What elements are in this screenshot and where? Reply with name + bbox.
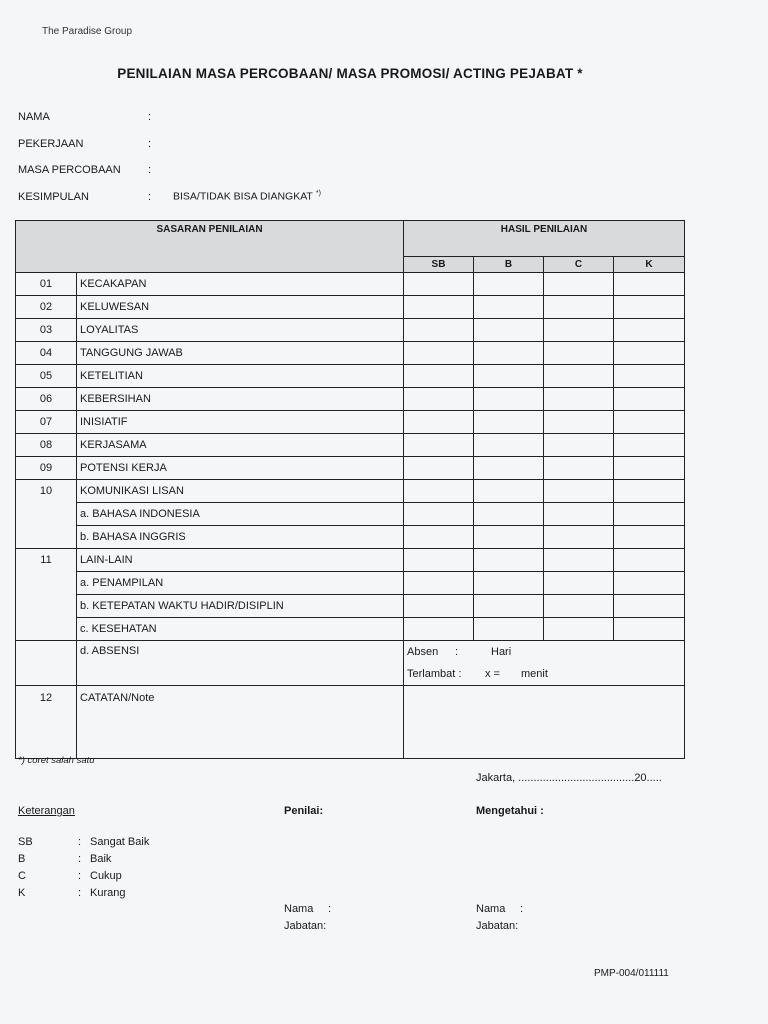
grade-cell-sb[interactable] (404, 503, 474, 526)
grade-cell-c[interactable] (544, 273, 614, 296)
grade-cell-sb[interactable] (404, 434, 474, 457)
mengetahui-signature-block: Nama : Jabatan: (476, 903, 524, 932)
grade-cell-sb[interactable] (404, 572, 474, 595)
grade-cell-k[interactable] (614, 296, 685, 319)
row-number: 09 (16, 457, 77, 480)
grade-cell-c[interactable] (544, 503, 614, 526)
grade-cell-k[interactable] (614, 319, 685, 342)
table-row (16, 572, 685, 595)
grade-cell-c[interactable] (544, 365, 614, 388)
nama-label: Nama (284, 903, 314, 915)
grade-k-header: K (614, 257, 685, 273)
grade-cell-sb[interactable] (404, 411, 474, 434)
criteria-label: POTENSI KERJA (77, 457, 404, 480)
table-row (16, 411, 685, 434)
grade-cell-c[interactable] (544, 342, 614, 365)
absen-unit: Hari (491, 646, 512, 658)
absen-line: Absen : Hari (404, 641, 684, 663)
grade-cell-k[interactable] (614, 365, 685, 388)
grade-cell-b[interactable] (474, 296, 544, 319)
criteria-label: KETELITIAN (77, 365, 404, 388)
criteria-label: LAIN-LAIN (77, 549, 404, 572)
penilai-heading: Penilai: (284, 805, 324, 817)
field-label: MASA PERCOBAAN (18, 164, 121, 176)
grade-cell-sb[interactable] (404, 595, 474, 618)
table-row-absensi (16, 641, 685, 686)
grade-cell-c[interactable] (544, 434, 614, 457)
row-number: 07 (16, 411, 77, 434)
row-number: 11 (16, 549, 77, 572)
row-number (16, 503, 77, 526)
company-name: The Paradise Group (42, 26, 133, 37)
grade-cell-b[interactable] (474, 618, 544, 641)
field-pekerjaan: PEKERJAAN : (18, 138, 152, 150)
absensi-cell[interactable] (404, 641, 685, 686)
grade-cell-sb[interactable] (404, 319, 474, 342)
table-row (16, 480, 685, 503)
criteria-label: KELUWESAN (77, 296, 404, 319)
field-value: BISA/TIDAK BISA DIANGKAT (173, 190, 313, 203)
legend-item: SB : Sangat Baik (18, 836, 150, 848)
row-number: 10 (16, 480, 77, 503)
grade-cell-sb[interactable] (404, 273, 474, 296)
table-row (16, 618, 685, 641)
field-kesimpulan: KESIMPULAN : BISA/TIDAK BISA DIANGKAT *) (18, 190, 321, 203)
grade-cell-b[interactable] (474, 319, 544, 342)
grade-c-header: C (544, 257, 614, 273)
grade-cell-b[interactable] (474, 503, 544, 526)
header-hasil: HASIL PENILAIAN (404, 221, 685, 257)
grade-cell-c[interactable] (544, 480, 614, 503)
criteria-label: b. KETEPATAN WAKTU HADIR/DISIPLIN (77, 595, 404, 618)
row-number: 05 (16, 365, 77, 388)
grade-cell-sb[interactable] (404, 480, 474, 503)
table-row (16, 526, 685, 549)
grade-cell-b[interactable] (474, 526, 544, 549)
grade-cell-b[interactable] (474, 273, 544, 296)
jabatan-label: Jabatan: (284, 920, 327, 932)
row-number (16, 641, 77, 686)
legend-item: C : Cukup (18, 870, 122, 882)
criteria-label: TANGGUNG JAWAB (77, 342, 404, 365)
field-nama: NAMA : (18, 111, 152, 123)
grade-cell-b[interactable] (474, 549, 544, 572)
grade-cell-k[interactable] (614, 572, 685, 595)
grade-sb-header: SB (404, 257, 474, 273)
grade-cell-k[interactable] (614, 526, 685, 549)
grade-cell-sb[interactable] (404, 296, 474, 319)
grade-cell-b[interactable] (474, 457, 544, 480)
grade-cell-b[interactable] (474, 480, 544, 503)
place-date: Jakarta, ......................................20..... (476, 772, 662, 784)
row-number: 01 (16, 273, 77, 296)
grade-cell-sb[interactable] (404, 549, 474, 572)
criteria-label: LOYALITAS (77, 319, 404, 342)
grade-cell-b[interactable] (474, 342, 544, 365)
table-row (16, 273, 685, 296)
header-sasaran: SASARAN PENILAIAN (16, 221, 404, 273)
grade-cell-k[interactable] (614, 503, 685, 526)
grade-cell-sb[interactable] (404, 365, 474, 388)
table-row (16, 296, 685, 319)
grade-cell-c[interactable] (544, 319, 614, 342)
row-number: 12 (16, 686, 77, 759)
mengetahui-heading: Mengetahui : (476, 805, 544, 817)
jabatan-label: Jabatan: (476, 920, 519, 932)
nama-label: Nama (476, 903, 506, 915)
row-number: 03 (16, 319, 77, 342)
criteria-label: KECAKAPAN (77, 273, 404, 296)
keterangan-heading: Keterangan (18, 805, 75, 817)
grade-cell-c[interactable] (544, 618, 614, 641)
table-row (16, 365, 685, 388)
evaluation-table (15, 220, 685, 759)
table-row-catatan (16, 686, 685, 759)
row-number (16, 572, 77, 595)
grade-cell-b[interactable] (474, 365, 544, 388)
criteria-label: a. PENAMPILAN (77, 572, 404, 595)
grade-cell-c[interactable] (544, 296, 614, 319)
grade-cell-sb[interactable] (404, 618, 474, 641)
table-row (16, 342, 685, 365)
field-label: NAMA (18, 111, 50, 123)
footnote-mark: *) (315, 190, 321, 197)
grade-cell-k[interactable] (614, 434, 685, 457)
table-row (16, 549, 685, 572)
terlambat-line (404, 663, 684, 685)
row-number (16, 618, 77, 641)
field-label: PEKERJAAN (18, 138, 84, 150)
terlambat-unit: menit (521, 668, 548, 680)
criteria-label: b. BAHASA INGGRIS (77, 526, 404, 549)
grade-cell-b[interactable] (474, 388, 544, 411)
table-row (16, 503, 685, 526)
field-masa-percobaan: MASA PERCOBAAN : (18, 164, 152, 176)
row-number (16, 595, 77, 618)
grade-cell-k[interactable] (614, 480, 685, 503)
field-label: KESIMPULAN (18, 190, 89, 203)
grade-cell-sb[interactable] (404, 457, 474, 480)
grade-cell-b[interactable] (474, 434, 544, 457)
row-number (16, 526, 77, 549)
grade-cell-k[interactable] (614, 457, 685, 480)
penilai-signature-block: Nama : Jabatan: (284, 903, 332, 932)
form-title: PENILAIAN MASA PERCOBAAN/ MASA PROMOSI/ ACTING PEJABAT * (117, 66, 583, 81)
grade-cell-c[interactable] (544, 572, 614, 595)
grade-cell-b[interactable] (474, 572, 544, 595)
criteria-label: a. BAHASA INDONESIA (77, 503, 404, 526)
criteria-label: INISIATIF (77, 411, 404, 434)
grade-cell-c[interactable] (544, 526, 614, 549)
terlambat-x: x = (485, 668, 500, 680)
absen-label: Absen (407, 646, 439, 658)
grade-cell-c[interactable] (544, 388, 614, 411)
grade-legend (18, 836, 149, 904)
catatan-label: CATATAN/Note (77, 686, 404, 759)
grade-cell-sb[interactable] (404, 342, 474, 365)
criteria-label: KERJASAMA (77, 434, 404, 457)
criteria-label: d. ABSENSI (77, 641, 404, 686)
grade-cell-k[interactable] (614, 388, 685, 411)
grade-cell-k[interactable] (614, 411, 685, 434)
grade-cell-k[interactable] (614, 595, 685, 618)
legend-item: K : Kurang (18, 887, 126, 899)
grade-cell-sb[interactable] (404, 526, 474, 549)
grade-cell-k[interactable] (614, 342, 685, 365)
grade-cell-k[interactable] (614, 273, 685, 296)
criteria-label: c. KESEHATAN (77, 618, 404, 641)
grade-cell-sb[interactable] (404, 388, 474, 411)
table-row (16, 319, 685, 342)
row-number: 02 (16, 296, 77, 319)
grade-cell-c[interactable] (544, 549, 614, 572)
table-row (16, 434, 685, 457)
grade-cell-c[interactable] (544, 457, 614, 480)
grade-cell-k[interactable] (614, 618, 685, 641)
table-row (16, 457, 685, 480)
terlambat-label: Terlambat : (407, 668, 462, 680)
grade-cell-b[interactable] (474, 595, 544, 618)
legend-item: B : Baik (18, 853, 112, 865)
row-number: 04 (16, 342, 77, 365)
grade-cell-c[interactable] (544, 595, 614, 618)
table-row (16, 595, 685, 618)
table-row (16, 388, 685, 411)
grade-cell-b[interactable] (474, 411, 544, 434)
row-number: 08 (16, 434, 77, 457)
catatan-field[interactable] (404, 686, 685, 759)
grade-cell-k[interactable] (614, 549, 685, 572)
grade-cell-c[interactable] (544, 411, 614, 434)
criteria-label: KEBERSIHAN (77, 388, 404, 411)
row-number: 06 (16, 388, 77, 411)
grade-b-header: B (474, 257, 544, 273)
document-number: PMP-004/011111 (594, 968, 669, 979)
footnote: *) coret salah satu (18, 755, 95, 766)
criteria-label: KOMUNIKASI LISAN (77, 480, 404, 503)
